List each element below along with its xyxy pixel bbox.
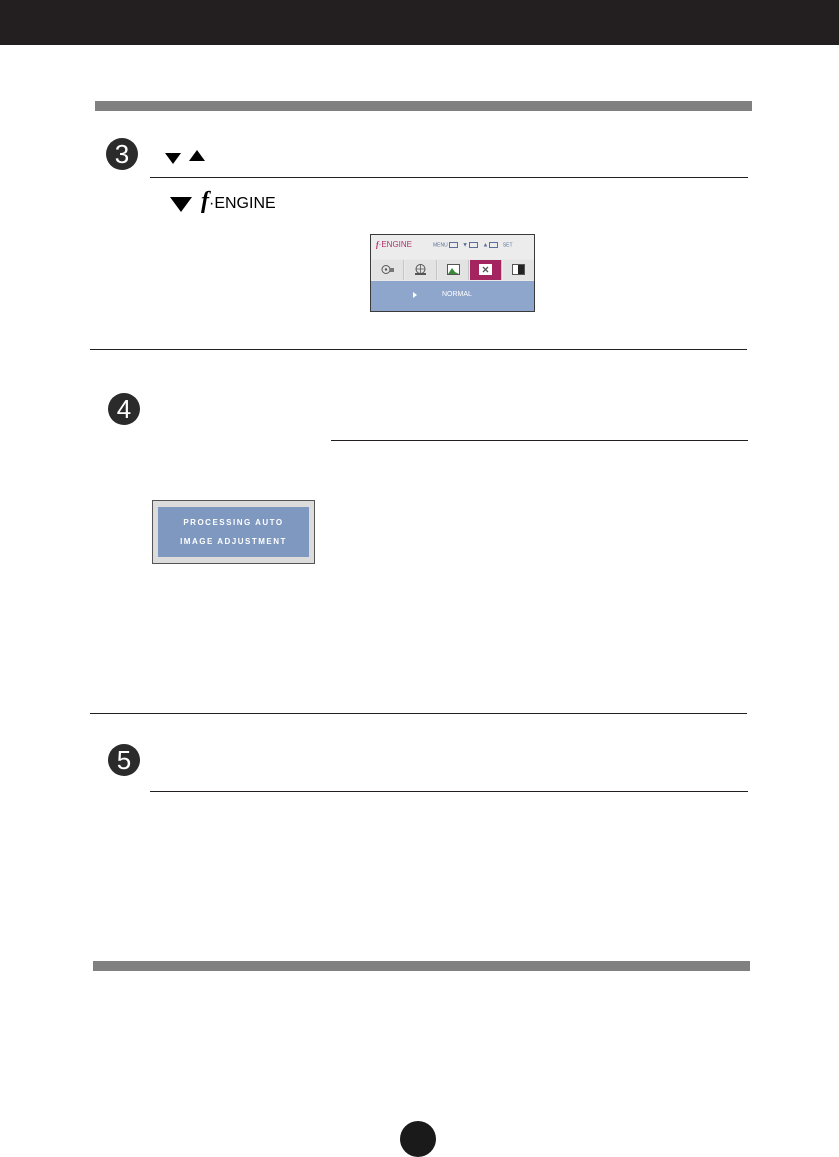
header-bar: [0, 0, 839, 45]
photo-icon: [447, 264, 460, 275]
page-number-dot: [400, 1121, 436, 1157]
fengine-dot: ·: [209, 195, 215, 212]
processing-line-2: IMAGE ADJUSTMENT: [180, 537, 287, 546]
movie-icon: [381, 264, 394, 275]
osd-title: f·ENGINE: [376, 240, 413, 249]
step4-rule: [331, 440, 748, 441]
osd-mode-internet[interactable]: [405, 260, 437, 280]
section-divider-1: [90, 349, 747, 350]
osd-mode-value: NORMAL: [442, 291, 472, 298]
fengine-f: f: [201, 188, 209, 214]
internet-icon: [414, 264, 427, 275]
step-number-3: 3: [106, 138, 138, 170]
step5-rule: [150, 791, 748, 792]
fengine-text: ENGINE: [214, 195, 276, 212]
osd-mode-normal[interactable]: [503, 260, 534, 280]
fengine-osd-panel: [370, 234, 535, 312]
osd-mode-icons: [371, 259, 534, 281]
section-divider-2: [90, 713, 747, 714]
osd-mode-movie[interactable]: [372, 260, 404, 280]
step-number-5: 5: [108, 744, 140, 776]
osd-mode-user[interactable]: [470, 260, 502, 280]
fengine-label: [201, 188, 276, 215]
triangle-down-icon: [165, 153, 181, 164]
normal-icon: [512, 264, 525, 275]
osd-header: [371, 235, 534, 259]
processing-panel: [158, 507, 309, 557]
osd-mode-photo[interactable]: [438, 260, 470, 280]
user-icon: [479, 264, 492, 275]
step3-rule: [150, 177, 748, 178]
processing-line-1: PROCESSING AUTO: [183, 518, 284, 527]
processing-auto-box: [152, 500, 315, 564]
triangle-down-icon: [170, 197, 192, 212]
section-bottom-bar: [93, 961, 750, 971]
triangle-up-icon: [189, 150, 205, 161]
play-arrow-icon: [413, 292, 417, 298]
osd-key-hints: MENU ▼ ▲ SET: [433, 242, 513, 249]
step-number-4: 4: [108, 393, 140, 425]
section-top-bar: [95, 101, 752, 111]
osd-value-row: [371, 281, 534, 311]
